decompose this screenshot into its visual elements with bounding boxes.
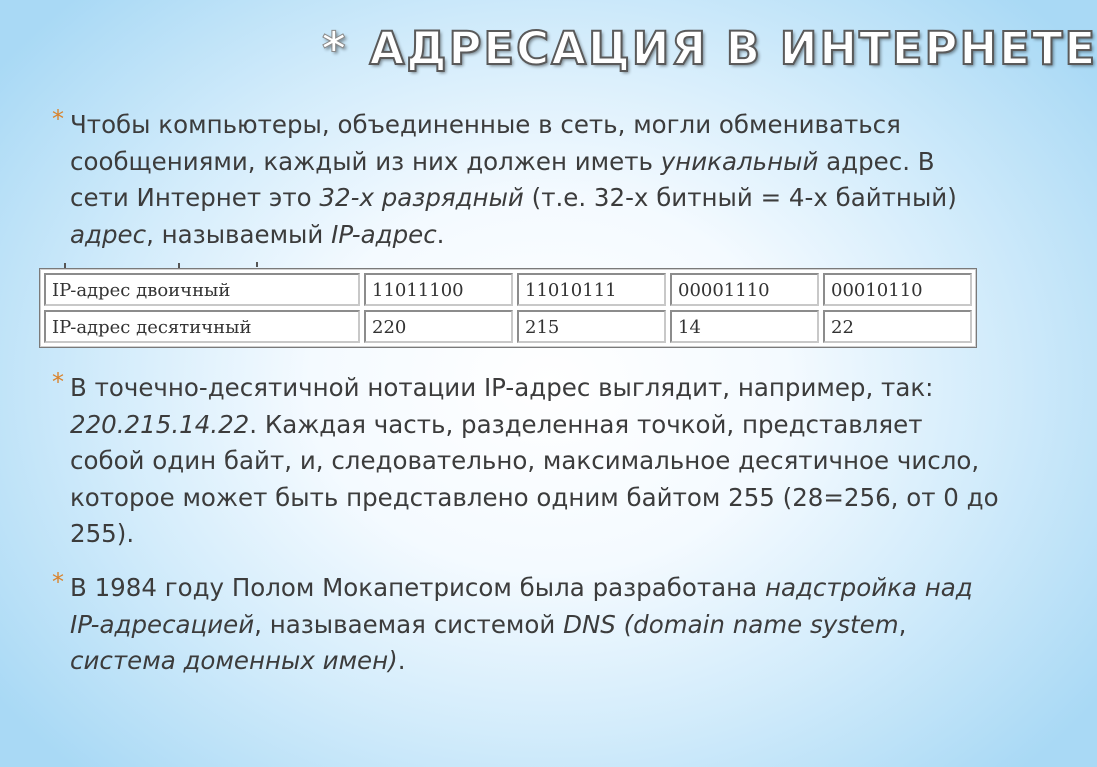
title-star-icon: * [322,22,348,75]
text: Чтобы компьютеры, объединенные в сеть, могли обмениваться сообщениями, каждый из них должен иметь [70,110,901,176]
table-cell-label: IP-адрес двоичный [44,273,360,306]
table-cell: 14 [670,310,819,343]
table-cell: 215 [517,310,666,343]
paragraph-ip-address [52,105,1000,253]
table-cell: 22 [823,310,972,343]
text: (т.е. 32-х битный = 4-х байтный) [523,183,957,212]
text: . [436,219,445,249]
italic-text: уникальный [660,146,819,176]
text: . Каждая часть, разделенная точкой, представляет собой один байт, и, следовательно, максимальное десятичное число, которое может быть представлено одним байтом 255 (28=256, от 0 до 255). [70,409,999,548]
table-cell: 220 [364,310,513,343]
italic-text: 220.215.14.22 [70,409,250,439]
text: В 1984 году Полом Мокапетрисом была разработана [70,573,765,602]
bullet-star-icon: * [52,105,64,133]
table-cell-label: IP-адрес десятичный [44,310,360,343]
text: , называемый [146,219,332,249]
text: . [397,646,406,675]
table-cell: 11010111 [517,273,666,306]
table-cell: 00001110 [670,273,819,306]
table-row [44,273,972,306]
italic-text: адрес [70,219,147,249]
italic-text: IP-адрес [331,219,437,249]
table-cell: 11011100 [364,273,513,306]
slide-title [322,22,1097,75]
paragraph-dotted-decimal [52,368,1000,553]
table-cell: 00010110 [823,273,972,306]
title-text: АДРЕСАЦИЯ В ИНТЕРНЕТЕ [369,22,1097,75]
paragraph-dns [52,568,1000,680]
italic-text: 32-х разрядный [319,183,524,212]
ip-address-table [39,268,977,348]
bullet-star-icon: * [52,568,64,596]
text: В точечно-десятичной нотации IP-адрес выглядит, например, так: [70,373,934,402]
bullet-star-icon: * [52,368,64,396]
italic-text: надстройка над IP-адресацией [70,573,973,639]
italic-text: система доменных имен) [70,646,398,675]
italic-text: DNS (domain name system [563,609,899,639]
text: адрес. В сети Интернет это [70,146,935,212]
text: , называемая системой [254,609,564,639]
text: , [898,609,907,639]
table-row [44,310,972,343]
